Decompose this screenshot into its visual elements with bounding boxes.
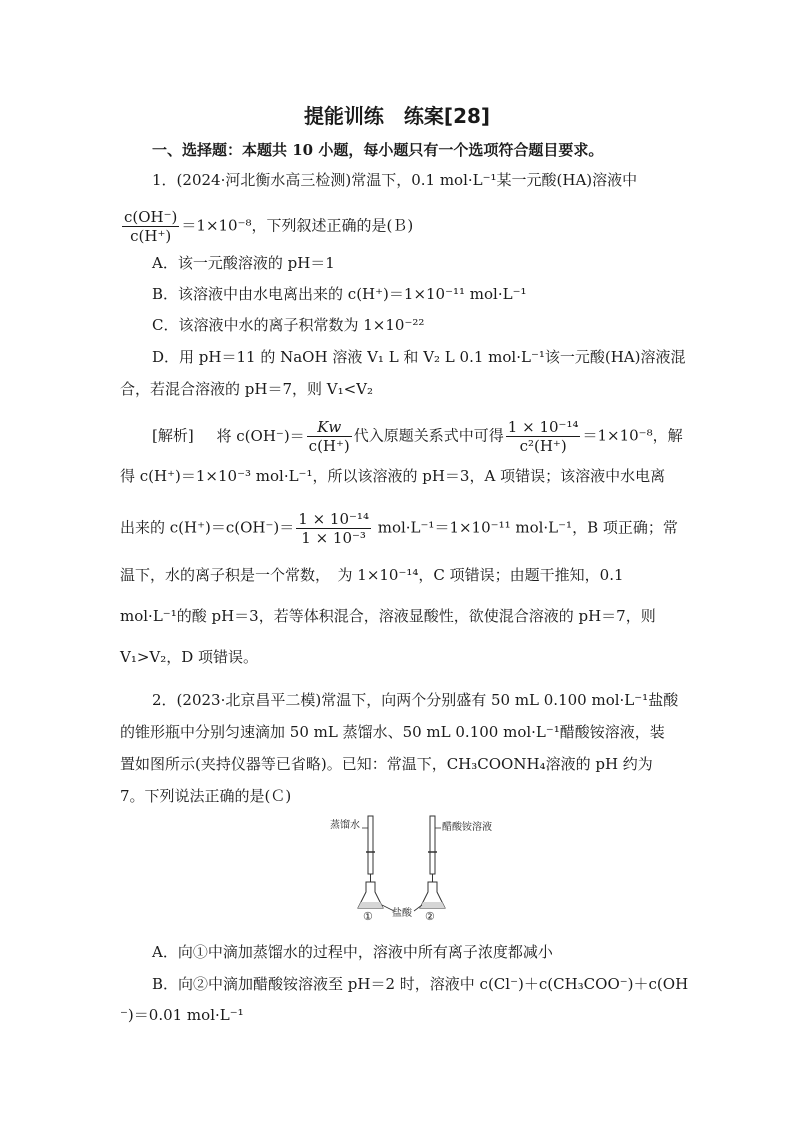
analysis-text: 出来的 c(H⁺)＝c(OH⁻)＝	[120, 518, 295, 537]
q1-option-c: C．该溶液中水的离子积常数为 1×10⁻²²	[152, 316, 425, 334]
page-title: 提能训练 练案[28]	[303, 104, 491, 128]
ratio-fraction	[506, 418, 581, 455]
section-heading: 一、选择题：本题共 10 小题，每小题只有一个选项符合题目要求。	[152, 141, 604, 159]
q1-option-b: B．该溶液中由水电离出来的 c(H⁺)＝1×10⁻¹¹ mol·L⁻¹	[152, 285, 527, 303]
analysis-text: 将 c(OH⁻)＝	[216, 426, 305, 445]
analysis-text: mol·L⁻¹＝1×10⁻¹¹ mol·L⁻¹，B 项正确；常	[372, 518, 678, 537]
label-ammonium-acetate: 醋酸铵溶液	[442, 822, 492, 833]
kw-fraction	[307, 418, 352, 455]
label-flask-1: ①	[363, 910, 373, 923]
ion-product-denominator: 1 × 10⁻³	[301, 529, 366, 547]
q2-option-a: A．向①中滴加蒸馏水的过程中，溶液中所有离子浓度都减小	[152, 943, 553, 961]
q1-analysis-line5: mol·L⁻¹的酸 pH＝3，若等体积混合，溶液显酸性，欲使混合溶液的 pH＝7，则	[120, 607, 656, 625]
analysis-text: ＝1×10⁻⁸，解	[582, 426, 683, 445]
ratio-numerator: 1 × 10⁻¹⁴	[507, 418, 579, 436]
q2-option-b-line2: ⁻)＝0.01 mol·L⁻¹	[120, 1006, 244, 1024]
burette-2	[430, 816, 435, 874]
q1-analysis-line3	[120, 510, 678, 547]
q1-ratio-numerator: c(OH⁻)	[124, 208, 178, 226]
burette-1	[368, 816, 373, 874]
q1-stem-line1: 1．(2024·河北衡水高三检测)常温下，0.1 mol·L⁻¹某一元酸(HA)溶液中	[152, 171, 638, 189]
q1-option-d-line1: D．用 pH＝11 的 NaOH 溶液 V₁ L 和 V₂ L 0.1 mol·L⁻¹该一元酸(HA)溶液混	[152, 348, 686, 366]
flask-2-liquid	[420, 902, 445, 908]
q2-option-b-line1: B．向②中滴加醋酸铵溶液至 pH＝2 时，溶液中 c(Cl⁻)＋c(CH₃COO⁻)＋c(OH	[152, 975, 689, 993]
ion-product-numerator: 1 × 10⁻¹⁴	[298, 510, 369, 528]
q1-ratio-denominator: c(H⁺)	[130, 227, 172, 245]
label-distilled-water: 蒸馏水	[330, 820, 360, 831]
q2-stem-line4: 7。下列说法正确的是(Ｃ)	[120, 787, 292, 805]
apparatus-figure	[330, 812, 510, 924]
q1-analysis-line2: 得 c(H⁺)＝1×10⁻³ mol·L⁻¹，所以该溶液的 pH＝3，A 项错误；该溶液中水电离	[120, 467, 666, 485]
label-flask-2: ②	[425, 910, 435, 923]
ratio-denominator: c²(H⁺)	[519, 437, 567, 455]
q2-stem-line3: 置如图所示(夹持仪器等已省略)。已知：常温下，CH₃COONH₄溶液的 pH 约为	[120, 755, 653, 773]
analysis-text: 代入原题关系式中可得	[353, 426, 504, 445]
q2-stem-line1: 2．(2023·北京昌平二模)常温下，向两个分别盛有 50 mL 0.100 mol·L⁻¹盐酸	[152, 691, 679, 709]
q1-stem-line2	[120, 208, 413, 245]
q1-analysis-line1	[152, 418, 683, 455]
ion-product-fraction	[296, 510, 371, 547]
kw-denominator: c(H⁺)	[308, 437, 350, 455]
kw-numerator: Kw	[307, 418, 352, 437]
flask-1-liquid	[358, 902, 383, 908]
q1-analysis-line6: V₁>V₂，D 项错误。	[120, 648, 259, 666]
q1-ratio-fraction	[122, 208, 179, 245]
q1-option-d-line2: 合，若混合溶液的 pH＝7，则 V₁<V₂	[120, 380, 374, 398]
q2-stem-line2: 的锥形瓶中分别匀速滴加 50 mL 蒸馏水、50 mL 0.100 mol·L⁻¹醋酸铵溶液，装	[120, 723, 665, 741]
label-hydrochloric-acid: 盐酸	[392, 908, 412, 919]
q1-analysis-line4: 温下，水的离子积是一个常数， 为 1×10⁻¹⁴，C 项错误；由题干推知，0.1	[120, 566, 624, 584]
q1-stem-tail: ＝1×10⁻⁸，下列叙述正确的是(Ｂ)	[181, 216, 414, 235]
q1-option-a: A．该一元酸溶液的 pH＝1	[152, 254, 335, 272]
analysis-tag: [解析]	[152, 426, 194, 445]
